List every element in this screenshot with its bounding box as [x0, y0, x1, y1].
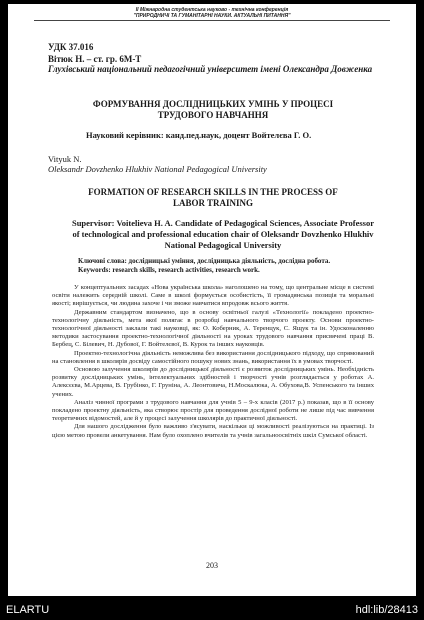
- supervisor-en: Supervisor: Voitelieva H. A. Candidate of Pedagogical Sciences, Associate Professor of technological and professional education chair of Oleksandr Dovzhenko Hlukhiv National Pedagogical University: [71, 218, 375, 250]
- body-text: [52, 284, 374, 440]
- keywords: [78, 257, 378, 275]
- paragraph: Аналіз чинної програми з трудового навчання для учнів 5 – 9-х класів (2017 р.) показав, що в її основу покладено проектну діяльність, яка створює простір для проведення дослідної роботи не лише під час вивчення теоретичних відомостей, але й у процесі залучення школярів до практичної діяльності.: [52, 398, 374, 423]
- udk-code: УДК 37.016: [48, 42, 94, 52]
- conference-header: [8, 7, 416, 19]
- title-ua: ФОРМУВАННЯ ДОСЛІДНИЦЬКИХ УМІНЬ У ПРОЦЕСІ ТРУДОВОГО НАВЧАННЯ: [92, 99, 334, 120]
- supervisor-ua: Науковий керівник: канд.пед.наук, доцент Войтелєва Г. О.: [86, 130, 312, 140]
- author-en: Vityuk N.: [48, 154, 82, 164]
- keywords-en: Keywords: research skills, research activities, research work.: [78, 266, 260, 274]
- conference-header-line1: II Міжнародна студентська науково - технічна конференція: [135, 7, 289, 13]
- keywords-ua: Ключові слова: дослідницькі уміння, дослідницька діяльність, дослідна робота.: [78, 257, 331, 265]
- repository-label: ELARTU: [6, 604, 50, 616]
- paragraph: Основою залучення школярів до дослідницької діяльності є розвиток дослідницьких умінь. Необхідність розвитку дослідницьких умінь, інтелектуальних здібностей і творчості учнів розглядається у роботах А. Алексєєва, М.Арцева, В. Грубінко, Г. Груніна, А. Леонтовича, Н.Москалюка, А. Обухова,В. Успенського та інших учених.: [52, 366, 374, 398]
- paragraph: Державним стандартом визначено, що в основу освітньої галузі «Технології» покладено проектно-технологічну діяльність, мета якої полягає в розробці навчального творчого проекту. Основи проектно-технологічної діяльності заклали такі науковці, як: О. Коберник, А. Теренцук, С. Ящук та ін. Удосконаленню методики застосування проектно-технологічної діяльності на уроках трудового навчання присвячені праці В. Бербец, С. Білевич, Н. Дубової, Г. Войтелєвої, В. Курок та інших науковців.: [52, 308, 374, 349]
- header-divider: [34, 20, 390, 21]
- author-ua: Вітюк Н. – ст. гр. 6М-Т: [48, 54, 142, 64]
- title-en: FORMATION OF RESEARCH SKILLS IN THE PROCESS OF LABOR TRAINING: [88, 187, 338, 208]
- conference-header-line2: "ПРИРОДНИЧІ ТА ГУМАНІТАРНІ НАУКИ. АКТУАЛЬНІ ПИТАННЯ": [133, 13, 291, 19]
- institution-ua: Глухівський національний педагогічний університет імені Олександра Довженка: [48, 64, 373, 74]
- document-page: [8, 4, 416, 596]
- handle-label[interactable]: hdl:lib/28413: [355, 604, 418, 616]
- page-number: 203: [206, 561, 218, 570]
- institution-en: Oleksandr Dovzhenko Hlukhiv National Pedagogical University: [48, 164, 267, 174]
- paragraph: Проектно-технологічна діяльність неможлива без використання дослідницького підходу, що спрямований на становлення в школярів досвіду самостійного пошуку нових знань, використання їх в умовах творчості.: [52, 349, 374, 365]
- paragraph: У концептуальних засадах «Нова українська школа» наголошено на тому, що центральне місце в системі освіти належить середній школі. Саме в школі формується особистість, її громадянська позиція та моральні якості; вирішується, чи людина захоче і чи зможе навчатися впродовж всього життя.: [52, 284, 374, 308]
- paragraph: Для нашого дослідження було важливо з'ясувати, наскільки ці можливості реалізуються на практиці. Із цією метою провели анкетування. Нам було охоплено вчителів та учнів загальноосвітніх шкіл Сумської області.: [52, 423, 374, 439]
